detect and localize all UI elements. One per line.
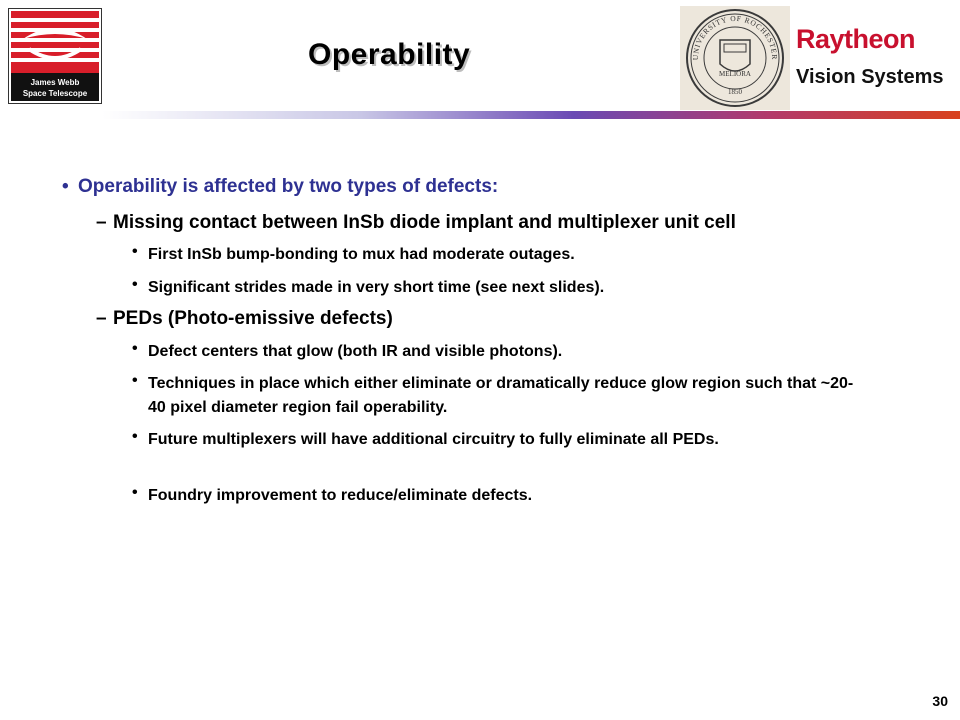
raytheon-logo: Raytheon: [796, 24, 916, 54]
list-item-text: Techniques in place which either eliminate or dramatically reduce glow region such that ~20-40 pixel diameter region fail operability.: [148, 375, 854, 416]
bullet-dot-icon: •: [132, 340, 138, 357]
bullet-dot-icon: •: [132, 276, 138, 293]
header-gradient-rule: [102, 111, 960, 119]
sub-heading-text: PEDs (Photo-emissive defects): [113, 308, 393, 329]
seal-motto: MELIORA: [719, 70, 751, 78]
jwst-logo-line2: Space Telescope: [22, 89, 88, 98]
list-item-text: Future multiplexers will have additional circuitry to fully eliminate all PEDs.: [148, 431, 719, 448]
page-title: Operability: [308, 38, 471, 71]
vision-systems-label: Vision Systems: [796, 66, 944, 88]
list-item-text: Significant strides made in very short time (see next slides).: [148, 279, 605, 296]
university-seal: [680, 6, 790, 110]
bullet-dot-icon: •: [62, 176, 69, 197]
dash-icon: –: [96, 212, 107, 233]
university-seal-icon: [680, 6, 790, 110]
bullet-dot-icon: •: [132, 428, 138, 445]
list-item-text: Foundry improvement to reduce/eliminate defects.: [148, 487, 533, 504]
list-item-text: First InSb bump-bonding to mux had moderate outages.: [148, 246, 575, 263]
bullet-dot-icon: •: [132, 484, 138, 501]
bullet-level1-text: Operability is affected by two types of defects:: [78, 176, 499, 197]
jwst-logo-line1: James Webb: [30, 78, 80, 87]
bullet-dot-icon: •: [132, 243, 138, 260]
jwst-logo: [8, 8, 102, 104]
bullet-dot-icon: •: [132, 372, 138, 389]
list-item-text: Defect centers that glow (both IR and visible photons).: [148, 343, 563, 360]
sub-heading-text: Missing contact between InSb diode implant and multiplexer unit cell: [113, 212, 736, 233]
dash-icon: –: [96, 308, 107, 329]
seal-year: 1850: [728, 88, 742, 96]
seal-ring-text: UNIVERSITY OF ROCHESTER: [690, 13, 780, 61]
page-number: 30: [932, 693, 948, 709]
jwst-emblem-icon: [9, 9, 101, 103]
